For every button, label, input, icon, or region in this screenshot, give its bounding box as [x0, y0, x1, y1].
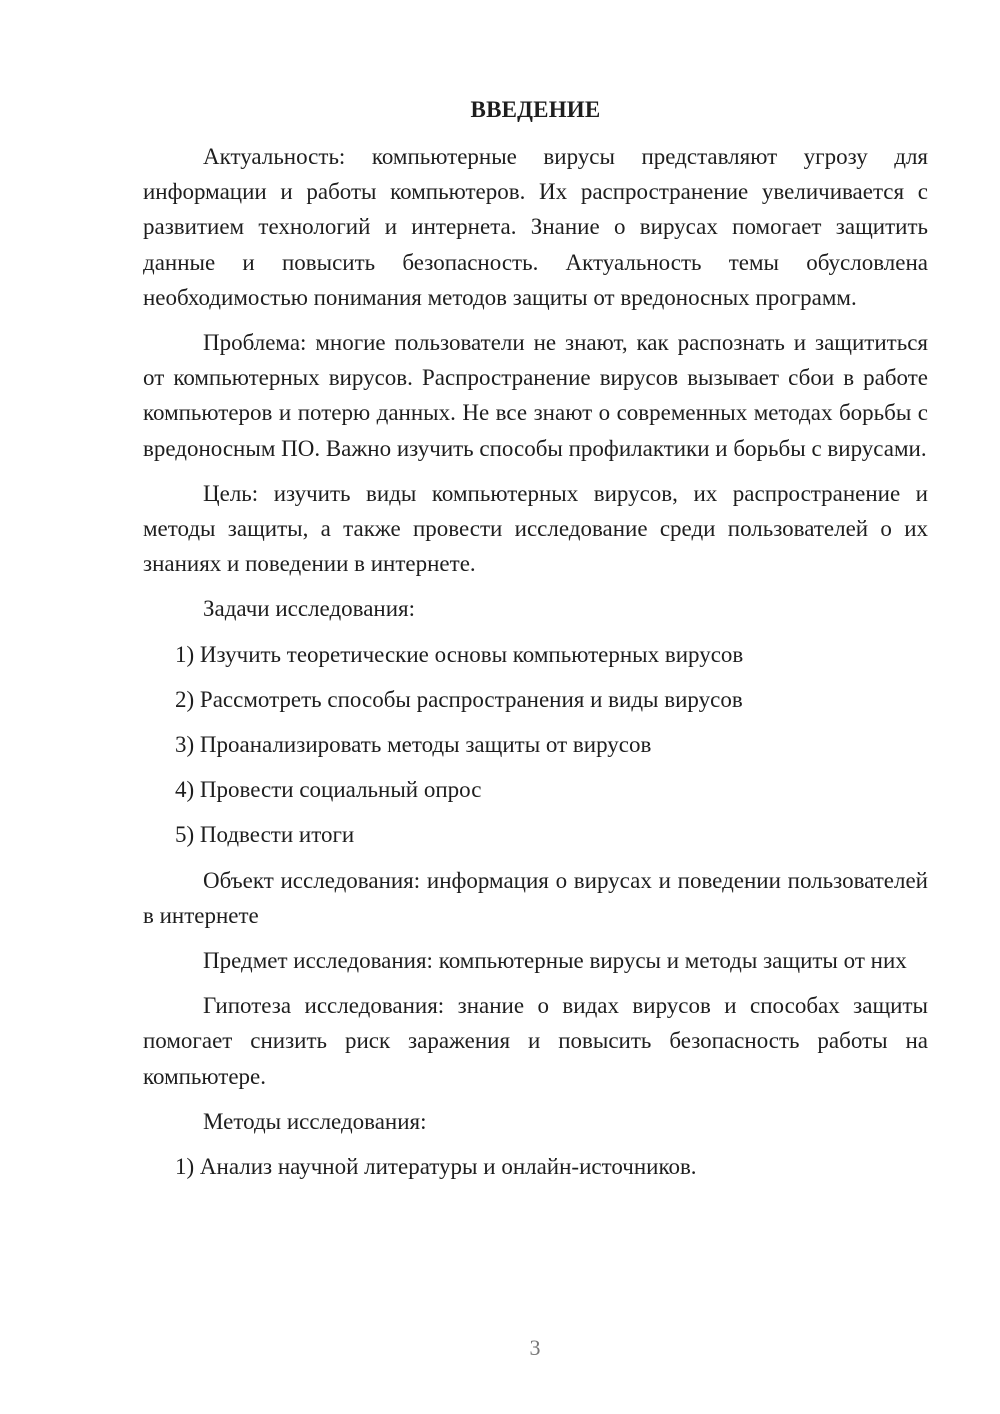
- list-item: 1) Анализ научной литературы и онлайн-источников.: [175, 1154, 697, 1180]
- paragraph-hypothesis: Гипотеза исследования: знание о видах вирусов и способах защиты помогает снизить риск заражения и повысить безопасность работы на компьютере.: [143, 993, 928, 1089]
- list-item: 4) Провести социальный опрос: [175, 777, 482, 803]
- paragraph-problem: Проблема: многие пользователи не знают, как распознать и защититься от компьютерных вирусов. Распространение вирусов вызывает сбои в работе компьютеров и потерю данных. Не все знают о современных методах борьбы с вредоносным ПО. Важно изучить способы профилактики и борьбы с вирусами.: [143, 330, 928, 461]
- list-item: 1) Изучить теоретические основы компьютерных вирусов: [175, 641, 744, 667]
- page-body: [143, 92, 928, 1194]
- paragraph-subject: Предмет исследования: компьютерные вирусы и методы защиты от них: [203, 948, 907, 974]
- methods-list: [143, 1149, 928, 1184]
- page-number: 3: [529, 1335, 541, 1360]
- paragraph-object: Объект исследования: информация о вирусах и поведении пользователей в интернете: [143, 867, 928, 928]
- page-title: ВВЕДЕНИЕ: [470, 97, 601, 122]
- tasks-list: [143, 637, 928, 853]
- tasks-heading: Задачи исследования:: [203, 596, 416, 622]
- list-item: 2) Рассмотреть способы распространения и виды вирусов: [175, 686, 743, 712]
- paragraph-goal: Цель: изучить виды компьютерных вирусов, их распространение и методы защиты, а также провести исследование среди пользователей о их знаниях и поведении в интернете.: [143, 480, 928, 577]
- list-item: 5) Подвести итоги: [175, 822, 355, 848]
- methods-heading: Методы исследования:: [203, 1108, 427, 1134]
- paragraph-relevance: Актуальность: компьютерные вирусы представляют угрозу для информации и работы компьютеров. Их распространение увеличивается с развитием технологий и интернета. Знание о вирусах помогает защитить данные и повысить безопасность. Актуальность темы обусловлена необходимостью понимания методов защиты от вредоносных программ.: [143, 144, 928, 310]
- list-item: 3) Проанализировать методы защиты от вирусов: [175, 732, 652, 758]
